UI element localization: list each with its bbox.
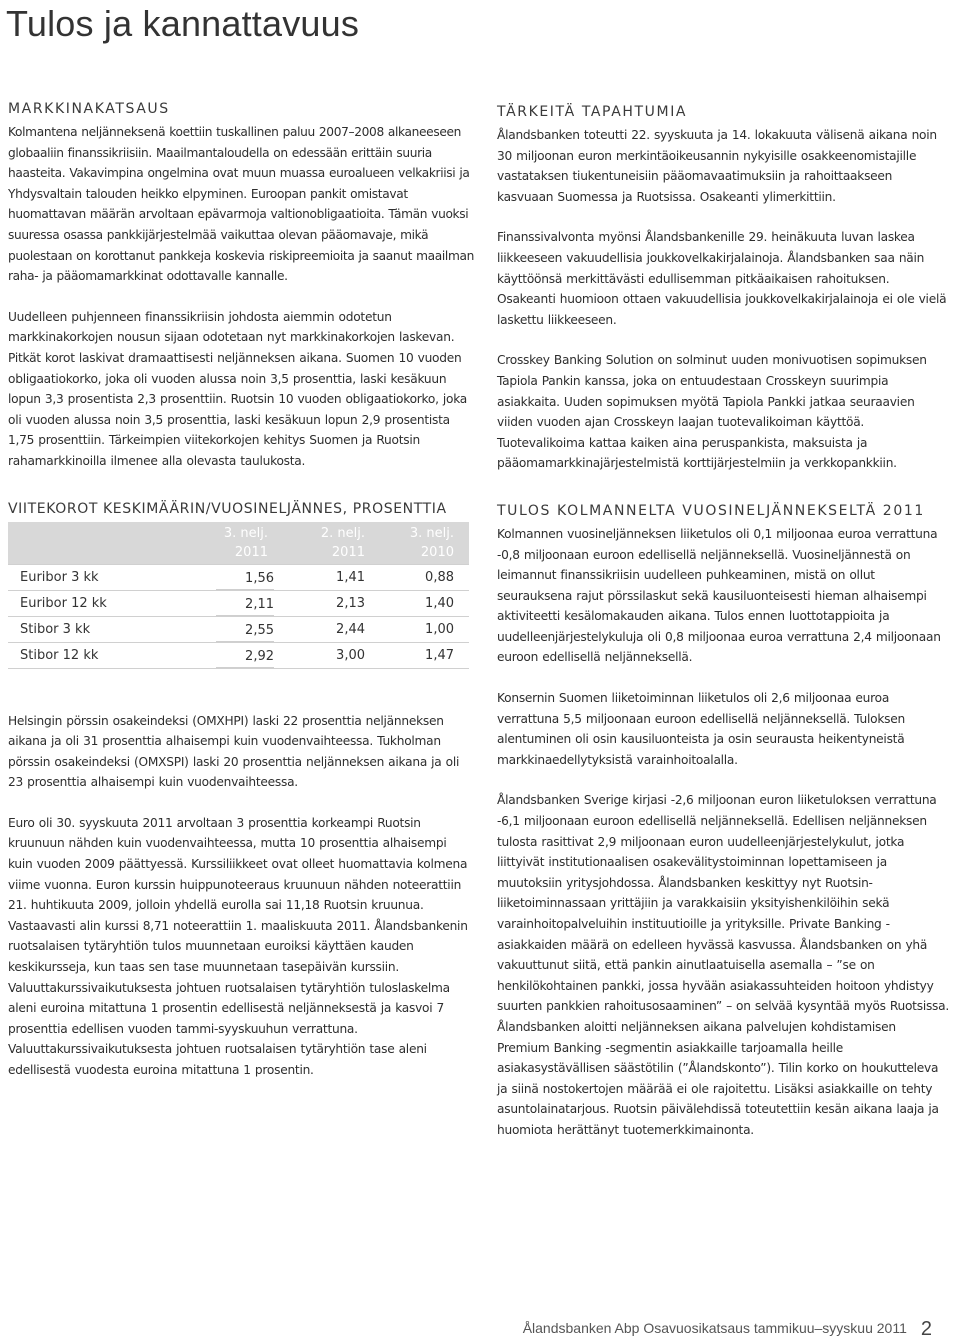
q3-result-paragraph-1: Kolmannen vuosineljänneksen liiketulos oli 0,1 miljoonaa euroa verrattuna -0,8 miljoonaan euroon edellisellä neljänneksellä. Vuosineljännestä on leimannut finanssikriisin uudelleen puhkeaminen, mistä on ollut seurauksena rajut pörssilaskut sekä kausiluonteisesti hieman alhaisempi aktiviteetti kesälomakauden aikana. Tulos ennen luottotappioita ja uudelleenjärjestelykuluja oli 0,8 miljoonaa euroa verrattuna 2,4 miljoonaan euroon edellisellä neljänneksellä. [497, 526, 941, 665]
header-q3-2010-line1: 3. nelj. [409, 525, 454, 541]
stock-index-paragraph: Helsingin pörssin osakeindeksi (OMXHPI) laski 22 prosenttia neljänneksen aikana ja oli 31 prosenttia alhaisempi kuin vuodenvaihteessa. Tukholman pörssin osakeindeksi (OMXSPI) laski 20 prosenttia neljänneksen aikana ja oli 23 prosenttia alhaisempi kuin vuodenvaihteessa. [8, 713, 460, 790]
q3-result-heading: TULOS KOLMANNELTA VUOSINELJÄNNEKSELTÄ 2011 [497, 502, 925, 519]
row-value-q3-2010: 1,40 [425, 595, 454, 611]
key-events-paragraph-2: Finanssivalvonta myönsi Ålandsbankenille 29. heinäkuuta luvan laskea liikkeeseen vakuudellisia joukkovelkakirjalainoja. Ålandsbanken saa näin käyttöönsä merkittävästi edullisemman pitkäaikaisen rahoituksen. Osakeanti huomioon ottaen vakuudellisia joukkovelkakirjalainoja ei ole vielä laskettu liikkeeseen. [497, 230, 947, 327]
header-q2-2011 [295, 524, 365, 562]
table-header [8, 522, 469, 564]
header-q3-2010 [384, 524, 454, 562]
row-value-q2-2011: 1,41 [336, 569, 365, 585]
market-review-paragraph-2: Uudelleen puhjenneen finanssikriisin johdosta aiemmin odotetun markkinakorkojen nousun sijaan odotetaan nyt markkinakorkojen laskevan. Pitkät korot laskivat dramaattisesti neljänneksen aikana. Suomen 10 vuoden obligaatiokorko, joka oli vuoden alussa noin 3,5 prosenttia, laski kesäkuun lopun 3,3 prosentista 2,3 prosenttiin. Ruotsin 10 vuoden obligaatiokorko, joka oli vuoden alussa noin 3,5 prosenttia, laski kesäkuun lopun 2,9 prosentista 1,75 prosenttiin. Tärkeimpien viitekorkojen kehitys Suomen ja Ruotsin rahamarkkinoilla ilmenee alla olevasta taulukosta. [8, 309, 468, 468]
row-value-q3-2011: 2,11 [245, 596, 274, 612]
row-value-q3-2011: 2,55 [245, 622, 274, 638]
key-events-paragraph-3: Crosskey Banking Solution on solminut uuden monivuotisen sopimuksen Tapiola Pankin kanssa, joka on entuudestaan Crosskeyn suurimpia asiakkaita. Uuden sopimuksen myötä Tapiola Pankki jatkaa seuraavien viiden vuoden ajan Crosskeyn laajan tuotevalikoiman käyttöä. Tuotevalikoima kattaa kaiken aina peruspankista, maksuista ja pääomamarkkinajärjestelmistä korttijärjestelmiin ja verkkopankkiin. [497, 353, 927, 471]
header-q2-2011-line2: 2011 [331, 544, 365, 560]
reference-rates-table [8, 522, 469, 669]
row-label: Stibor 12 kk [20, 647, 99, 663]
row-value-q3-2011: 1,56 [245, 570, 274, 586]
currency-paragraph: Euro oli 30. syyskuuta 2011 arvoltaan 3 prosenttia korkeampi Ruotsin kruunuun nähden kuin vuodenvaihteessa, mutta 10 prosenttia alhaisempi kuin vuoden 2009 päättyessä. Kurssiliikkeet ovat olleet huomattavia kolmena viime vuonna. Euron kurssin huippunoteeraus kruunuun nähden noteerattiin 21. huhtikuuta 2009, jolloin yhdellä eurolla sai 11,18 Ruotsin kruunua. Vastaavasti alin kurssi 8,71 noteerattiin 1. maaliskuuta 2011. Ålandsbankenin ruotsalaisen tytäryhtiön tulos muunnetaan euroiksi käyttäen kauden keskikurssejа, kun taas sen tase muunnetaan tasepäivän kurssiin. Valuuttakurssivaikutuksesta johtuen ruotsalaisen tytäryhtiön tuloslaskelma aleni euroina mitattuna 1 prosentin edellisestä neljänneksestä ja kasvoi 7 prosenttia edellisen vuoden tammi-syyskuuhun verrattuna. Valuuttakurssivaikutuksesta johtuen ruotsalaisen tytäryhtiön tase aleni edellisestä vuodesta euroina mitattuna 1 prosentin. [8, 815, 468, 1077]
header-q3-2011-line1: 3. nelj. [223, 525, 268, 541]
page-title: Tulos ja kannattavuus [6, 3, 360, 44]
left-column [8, 100, 474, 1081]
page-number: 2 [920, 1318, 932, 1340]
row-value-q2-2011: 2,13 [336, 595, 365, 611]
row-value-q3-2010: 0,88 [425, 569, 454, 585]
header-q3-2011-line2: 2011 [234, 544, 268, 560]
footer-text: Ålandsbanken Abp Osavuosikatsaus tammikuu–syyskuu 2011 [522, 1320, 907, 1336]
table-row [8, 564, 469, 591]
reference-rates-heading: VIITEKOROT KESKIMÄÄRIN/VUOSINELJÄNNES, PROSENTTIA [8, 500, 447, 517]
row-value-q2-2011: 3,00 [336, 647, 365, 663]
header-q3-2011 [198, 524, 268, 562]
row-value-q3-2010: 1,47 [425, 647, 454, 663]
key-events-paragraph-1: Ålandsbanken toteutti 22. syyskuuta ja 14. lokakuuta välisenä aikana noin 30 miljoonan euron merkintäoikeusannin nykyisille osakkeenomistajille vastataksen tiukentuneisiin pääomavaatimuksiin ja rahoittaakseen kasvuaan Suomessa ja Ruotsissa. Osakeanti ylimerkittiin. [497, 128, 937, 204]
table-row [8, 617, 469, 643]
market-review-heading: MARKKINAKATSAUS [8, 101, 170, 117]
q3-result-paragraph-2: Konsernin Suomen liiketoiminnan liiketulos oli 2,6 miljoonaa euroa verrattuna 5,5 miljoonaan euroon edellisellä neljänneksellä. Tuloksen alentuminen oli osin kausiluonteista ja osin seurausta heikentyneistä markkinaedellytyksistä varainhoitoalalla. [497, 691, 905, 767]
header-q3-2010-line2: 2010 [420, 544, 454, 560]
row-label: Euribor 3 kk [20, 569, 99, 585]
table-row [8, 591, 469, 617]
row-value-q2-2011: 2,44 [336, 621, 365, 637]
q3-result-paragraph-3: Ålandsbanken Sverige kirjasi -2,6 miljoonan euron liiketuloksen verrattuna -6,1 miljoonaan euroon edellisellä neljänneksellä. Edellisen neljänneksen tulosta rasittivat 2,9 miljoonaan euron uudelleenjärjestelykulut, jotka liittyivät institutionaalisen osakevälitystoiminnan lopettamiseen ja muutoksiin yritysjohdossa. Ålandsbanken keskittyy nyt Ruotsin-liiketoiminnassaan yrittäjiin ja varakkaisiin yksityishenkilöihin sekä varainhoitopalveluihin instituutioille ja yrityksille. Private Banking -asiakkaiden määrä on edelleen hyvässä kasvussa. Ålandsbanken on yhä vakuuttunut siitä, että pankin ainutlaatuisella asemalla – ”se on henkilökohtainen pankki, jossa hyvään asiakassuhteiden hoitoon yhdistyy suurten pankkien rahoitusosaaminen” – on selvää kysyntää myös Ruotsissa. Ålandsbanken aloitti neljänneksen aikana palvelujen kohdistamisen Premium Banking -segmentin asiakkaille tarjoamalla heille asiakasystävällisen säästötilin (”Ålandskonto”). Tilin korko on houkutteleva ja siinä nostokertojen määrää ei ole rajoitettu. Lisäksi asiakkaille on tehty asuntolainatarjous. Ruotsin päivälehdissä toteutettiin kesän aikana laaja ja huomiota herättänyt tuotemerkkimainonta. [497, 793, 949, 1137]
row-value-q3-2011: 2,92 [245, 648, 274, 664]
table-row [8, 643, 469, 669]
row-label: Stibor 3 kk [20, 621, 91, 637]
row-label: Euribor 12 kk [20, 595, 107, 611]
page-footer [523, 1318, 932, 1341]
header-q2-2011-line1: 2. nelj. [320, 525, 365, 541]
row-value-q3-2010: 1,00 [425, 621, 454, 637]
market-review-paragraph-1: Kolmantena neljänneksenä koettiin tuskallinen paluu 2007–2008 alkaneeseen globaaliin finanssikriisiin. Maailmantaloudella on edessään erittäin suuria haasteita. Vakavimpina ongelmina ovat muun muassa euroalueen velkakriisi ja Yhdysvaltain talouden heikko elpyminen. Euroopan pankit omistavat huomattavan määrän arvoltaan epävarmoja valtionobligaatioita. Tämän vuoksi suuressa osassa pankkijärjestelmää vaikuttaa olevan pääomavaje, mikä puolestaan on korottanut pankkeja koskevia riskipreemioita ja saanut maailman raha- ja pääomamarkkinat odottavalle kannalle. [8, 125, 474, 284]
key-events-heading: TÄRKEITÄ TAPAHTUMIA [497, 104, 688, 120]
right-column [497, 103, 952, 1141]
